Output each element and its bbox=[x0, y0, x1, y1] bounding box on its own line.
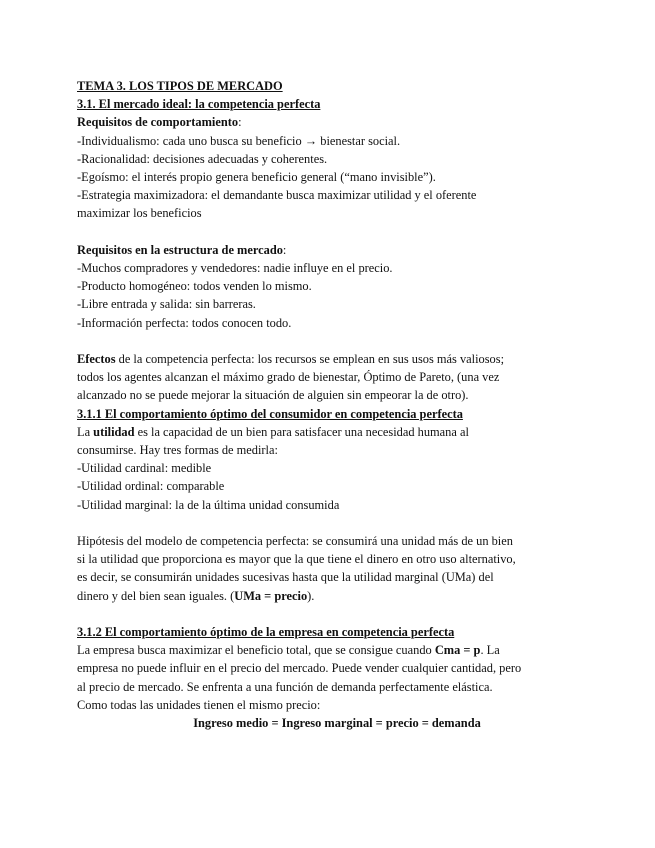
uma-formula: UMa = precio bbox=[234, 588, 308, 603]
paragraph-line: consumirse. Hay tres formas de medirla: bbox=[77, 443, 278, 458]
text-run: ). bbox=[307, 588, 315, 603]
structure-requirements-heading bbox=[77, 241, 597, 259]
paragraph-line: alcanzado no se puede mejorar la situación de alguien sin empeorar la de otro). bbox=[77, 388, 469, 403]
section-3-1-2-heading: 3.1.2 El comportamiento óptimo de la empresa en competencia perfecta bbox=[77, 625, 455, 640]
hypothesis-line: es decir, se consumirán unidades sucesivas hasta que la utilidad marginal (UMa) del bbox=[77, 570, 494, 585]
list-item: -Egoísmo: el interés propio genera beneficio general (“mano invisible”). bbox=[77, 170, 436, 185]
document-page bbox=[77, 77, 597, 732]
section-3-1-heading: 3.1. El mercado ideal: la competencia perfecta bbox=[77, 97, 321, 112]
spacer bbox=[77, 223, 597, 241]
text-run: La empresa busca maximizar el beneficio total, que se consigue cuando bbox=[77, 643, 435, 658]
income-formula: Ingreso medio = Ingreso marginal = precio = demanda bbox=[193, 716, 481, 731]
spacer bbox=[77, 332, 597, 350]
text-run: es la capacidad de un bien para satisfacer una necesidad humana al bbox=[134, 424, 469, 439]
list-item-continuation: maximizar los beneficios bbox=[77, 206, 202, 221]
document-title: TEMA 3. LOS TIPOS DE MERCADO bbox=[77, 79, 283, 93]
list-item: -Libre entrada y salida: sin barreras. bbox=[77, 297, 256, 312]
colon: : bbox=[282, 242, 287, 257]
paragraph-line: Como todas las unidades tienen el mismo precio: bbox=[77, 697, 321, 712]
paragraph-line: todos los agentes alcanzan el máximo grado de bienestar, Óptimo de Pareto, (una vez bbox=[77, 370, 500, 385]
colon: : bbox=[238, 115, 242, 130]
list-item: -Racionalidad: decisiones adecuadas y coherentes. bbox=[77, 151, 328, 166]
list-item: -Individualismo: cada uno busca su beneficio → bienestar social. bbox=[77, 133, 401, 148]
paragraph-line: empresa no puede influir en el precio del mercado. Puede vender cualquier cantidad, pero bbox=[77, 661, 522, 676]
utility-definition-line bbox=[77, 423, 597, 441]
cma-formula: Cma = p bbox=[434, 643, 481, 658]
hypothesis-line: Hipótesis del modelo de competencia perfecta: se consumirá una unidad más de un bien bbox=[77, 534, 513, 549]
behavior-requirements-label: Requisitos de comportamiento bbox=[77, 115, 239, 130]
list-item: -Información perfecta: todos conocen todo. bbox=[77, 315, 292, 330]
text-run: La bbox=[77, 424, 94, 439]
list-item: -Utilidad cardinal: medible bbox=[77, 461, 212, 476]
list-item: -Utilidad marginal: la de la última unidad consumida bbox=[77, 497, 340, 512]
text-run: dinero y del bien sean iguales. ( bbox=[77, 588, 235, 603]
effects-text: de la competencia perfecta: los recursos se emplean en sus usos más valiosos; bbox=[115, 352, 505, 367]
list-item: -Utilidad ordinal: comparable bbox=[77, 479, 225, 494]
section-3-1-1-heading: 3.1.1 El comportamiento óptimo del consumidor en competencia perfecta bbox=[77, 406, 463, 421]
paragraph-line bbox=[77, 641, 597, 659]
text-run: . La bbox=[480, 643, 500, 658]
list-item: -Estrategia maximizadora: el demandante busca maximizar utilidad y el oferente bbox=[77, 188, 477, 203]
effects-paragraph-line bbox=[77, 350, 597, 368]
behavior-requirements-heading bbox=[77, 113, 597, 131]
hypothesis-line bbox=[77, 587, 597, 605]
spacer bbox=[77, 605, 597, 623]
spacer bbox=[77, 514, 597, 532]
utility-term: utilidad bbox=[93, 424, 135, 439]
list-item: -Muchos compradores y vendedores: nadie influye en el precio. bbox=[77, 261, 393, 276]
list-item: -Producto homogéneo: todos venden lo mismo. bbox=[77, 279, 312, 294]
hypothesis-line: si la utilidad que proporciona es mayor que la que tiene el dinero en otro uso alternativo, bbox=[77, 552, 516, 567]
effects-label: Efectos bbox=[77, 352, 116, 367]
structure-requirements-label: Requisitos en la estructura de mercado bbox=[77, 242, 283, 257]
paragraph-line: al precio de mercado. Se enfrenta a una función de demanda perfectamente elástica. bbox=[77, 679, 493, 694]
